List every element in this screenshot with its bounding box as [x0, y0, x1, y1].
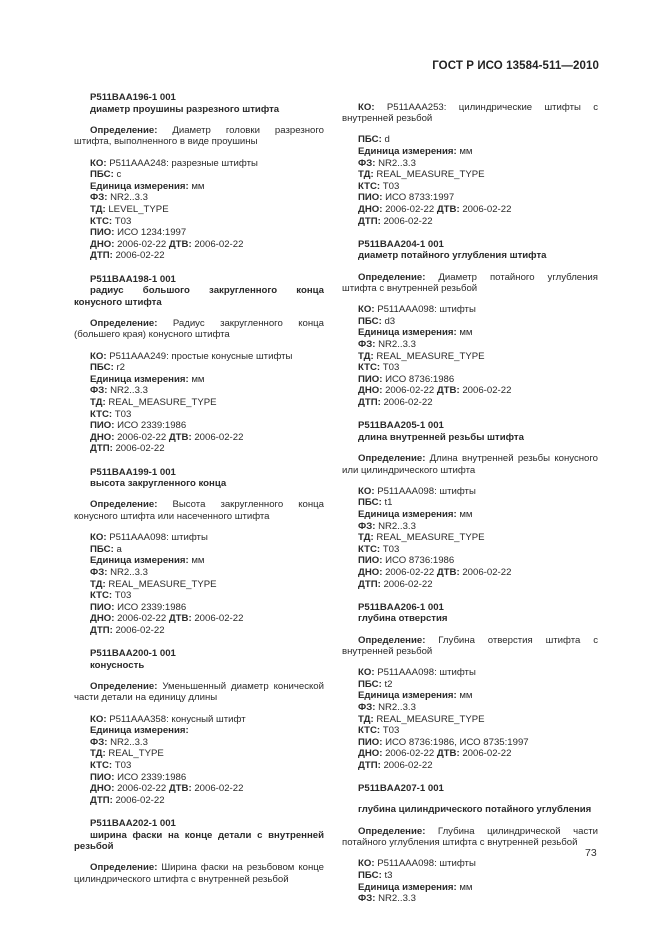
entry-kts: КТС: T03: [358, 362, 400, 374]
entry-kts: КТС: T03: [90, 215, 132, 227]
entry-td: ТД: REAL_MEASURE_TYPE: [90, 397, 217, 409]
entry-term: глубина цилиндрического потайного углубления: [358, 804, 592, 816]
entry-td: ТД: REAL_MEASURE_TYPE: [358, 532, 485, 544]
entry-unit: Единица измерения:: [90, 725, 189, 737]
entry-fz: ФЗ: NR2..3.3: [358, 702, 416, 714]
entry-id: P511BAA202-1 001: [90, 818, 176, 829]
entry-ko: КО: P511AAA098: штифты: [90, 532, 208, 544]
right-column: [342, 92, 598, 916]
left-column: [74, 92, 324, 897]
entry-definition: Определение: Диаметр головки разрезного штифта, выполненного в виде проушины: [74, 124, 324, 148]
entry-dtp: ДТП: 2006-02-22: [90, 443, 165, 455]
entry-198: [74, 274, 324, 456]
entry-term: радиус большого закругленного конца конусного штифта: [74, 285, 324, 308]
entry-dtp: ДТП: 2006-02-22: [358, 760, 433, 772]
entry-pbs: ПБС: t3: [358, 869, 393, 881]
entry-definition: Определение: Диаметр потайного углубления штифта с внутренней резьбой: [342, 271, 598, 295]
entry-unit: Единица измерения: мм: [90, 373, 205, 385]
entry-ko: КО: P511AAA098: штифты: [358, 858, 476, 870]
entry-td: ТД: REAL_MEASURE_TYPE: [358, 713, 485, 725]
entry-td: ТД: LEVEL_TYPE: [90, 203, 169, 215]
entry-fz: ФЗ: NR2..3.3: [358, 893, 416, 905]
entry-definition: Определение: Глубина отверстия штифта с внутренней резьбой: [342, 634, 598, 658]
entry-pbs: ПБС: r2: [90, 362, 125, 374]
entry-207: [342, 783, 598, 905]
page-number: 73: [585, 847, 597, 859]
entry-dtp: ДТП: 2006-02-22: [358, 215, 433, 227]
entry-ko: КО: P511AAA098: штифты: [358, 667, 476, 679]
entry-pio: ПИО: ИСО 2339:1986: [90, 420, 187, 432]
entry-definition: Определение: Уменьшенный диаметр конической части детали на единицу длины: [74, 680, 324, 704]
entry-id: P511BAA206-1 001: [358, 601, 444, 613]
entry-term: диаметр проушины разрезного штифта: [90, 103, 280, 115]
entry-fz: ФЗ: NR2..3.3: [358, 157, 416, 169]
entry-td: ТД: REAL_MEASURE_TYPE: [358, 169, 485, 181]
entry-pbs: ПБС: d: [358, 134, 390, 146]
entry-fz: ФЗ: NR2..3.3: [358, 339, 416, 351]
entry-definition: Определение: Ширина фаски на резьбовом конце цилиндрического штифта с внутренней резьбой: [74, 862, 324, 885]
entry-202-continuation: [342, 102, 598, 228]
entry-term: диаметр потайного углубления штифта: [358, 250, 547, 262]
entry-pbs: ПБС: a: [90, 543, 122, 555]
entry-td: ТД: REAL_MEASURE_TYPE: [90, 578, 217, 590]
entry-ko: КО: P511AAA248: разрезные штифты: [90, 157, 258, 169]
entry-id: P511BAA196-1 001: [90, 92, 176, 103]
entry-199: [74, 467, 324, 637]
entry-pio: ПИО: ИСО 1234:1997: [90, 227, 187, 239]
entry-pbs: ПБС: t1: [358, 497, 393, 509]
entry-dates: ДНО: 2006-02-22 ДТВ: 2006-02-22: [358, 385, 512, 397]
entry-pbs: ПБС: d3: [358, 315, 396, 327]
entry-td: ТД: REAL_TYPE: [90, 748, 164, 760]
entry-unit: Единица измерения: мм: [358, 881, 473, 893]
entry-unit: Единица измерения: мм: [358, 145, 473, 157]
entry-id: P511BAA205-1 001: [358, 420, 444, 432]
entry-pio: ПИО: ИСО 8736:1986: [358, 373, 455, 385]
entry-term: высота закругленного конца: [90, 478, 227, 490]
entry-pio: ПИО: ИСО 2339:1986: [90, 601, 187, 613]
entry-dates: ДНО: 2006-02-22 ДТВ: 2006-02-22: [90, 431, 244, 443]
entry-ko: КО: P511AAA358: конусный штифт: [90, 713, 246, 725]
entry-ko: КО: P511AAA098: штифты: [358, 485, 476, 497]
entry-id: P511BAA198-1 001: [90, 273, 176, 285]
entry-dtp: ДТП: 2006-02-22: [358, 578, 433, 590]
entry-fz: ФЗ: NR2..3.3: [90, 385, 148, 397]
entry-definition: Определение: Высота закругленного конца конусного штифта или насеченного штифта: [74, 499, 324, 522]
entry-206: [342, 602, 598, 772]
entry-term: ширина фаски на конце детали с внутренней резьбой: [74, 829, 324, 853]
entry-dtp: ДТП: 2006-02-22: [358, 397, 433, 409]
entry-definition: Определение: Глубина цилиндрической части потайного углубления штифта с внутренней резьбой: [342, 825, 598, 849]
entry-ko: КО: P511AAA098: штифты: [358, 304, 476, 316]
entry-kts: КТС: T03: [358, 180, 400, 192]
document-header: ГОСТ Р ИСО 13584-511—2010: [432, 60, 599, 72]
entry-id: P511BAA207-1 001: [358, 783, 444, 795]
entry-unit: Единица измерения: мм: [358, 690, 473, 702]
entry-id: P511BAA204-1 001: [358, 238, 444, 250]
entry-fz: ФЗ: NR2..3.3: [90, 192, 148, 204]
entry-unit: Единица измерения: мм: [90, 180, 205, 192]
entry-unit: Единица измерения: мм: [358, 508, 473, 520]
entry-kts: КТС: T03: [90, 408, 132, 420]
entry-200: [74, 648, 324, 806]
entry-dtp: ДТП: 2006-02-22: [90, 794, 165, 806]
entry-ko: КО: P511AAA249: простые конусные штифты: [90, 350, 293, 362]
entry-kts: КТС: T03: [90, 760, 132, 772]
entry-kts: КТС: T03: [358, 725, 400, 737]
entry-id: P511BAA199-1 001: [90, 466, 176, 478]
entry-fz: ФЗ: NR2..3.3: [90, 566, 148, 578]
entry-204: [342, 239, 598, 409]
entry-kts: КТС: T03: [358, 543, 400, 555]
entry-205: [342, 420, 598, 590]
entry-fz: ФЗ: NR2..3.3: [90, 736, 148, 748]
entry-pio: ПИО: ИСО 8733:1997: [358, 192, 455, 204]
entry-dates: ДНО: 2006-02-22 ДТВ: 2006-02-22: [358, 566, 512, 578]
entry-term: длина внутренней резьбы штифта: [358, 431, 524, 443]
entry-unit: Единица измерения: мм: [90, 555, 205, 567]
entry-pbs: ПБС: c: [90, 169, 122, 181]
entry-term: конусность: [90, 659, 145, 671]
entry-kts: КТС: T03: [90, 590, 132, 602]
entry-pbs: ПБС: t2: [358, 678, 393, 690]
entry-pio: ПИО: ИСО 2339:1986: [90, 771, 187, 783]
entry-fz: ФЗ: NR2..3.3: [358, 520, 416, 532]
entry-dates: ДНО: 2006-02-22 ДТВ: 2006-02-22: [90, 783, 244, 795]
entry-dates: ДНО: 2006-02-22 ДТВ: 2006-02-22: [358, 203, 512, 215]
entry-ko: КО: P511AAA253: цилиндрические штифты с внутренней резьбой: [342, 101, 599, 125]
entry-dates: ДНО: 2006-02-22 ДТВ: 2006-02-22: [90, 613, 244, 625]
entry-dtp: ДТП: 2006-02-22: [90, 250, 165, 262]
entry-196: [74, 92, 324, 262]
entry-td: ТД: REAL_MEASURE_TYPE: [358, 350, 485, 362]
entry-dates: ДНО: 2006-02-22 ДТВ: 2006-02-22: [358, 748, 512, 760]
entry-202: [74, 818, 324, 886]
entry-pio: ПИО: ИСО 8736:1986, ИСО 8735:1997: [358, 736, 529, 748]
entry-pio: ПИО: ИСО 8736:1986: [358, 555, 455, 567]
entry-definition: Определение: Длина внутренней резьбы конусного или цилиндрического штифта: [342, 453, 599, 476]
entry-definition: Определение: Радиус закругленного конца (большего края) конусного штифта: [74, 317, 324, 341]
entry-term: глубина отверстия: [358, 613, 448, 625]
entry-id: P511BAA200-1 001: [90, 648, 176, 660]
entry-unit: Единица измерения: мм: [358, 327, 473, 339]
entry-dates: ДНО: 2006-02-22 ДТВ: 2006-02-22: [90, 238, 244, 250]
entry-dtp: ДТП: 2006-02-22: [90, 624, 165, 636]
